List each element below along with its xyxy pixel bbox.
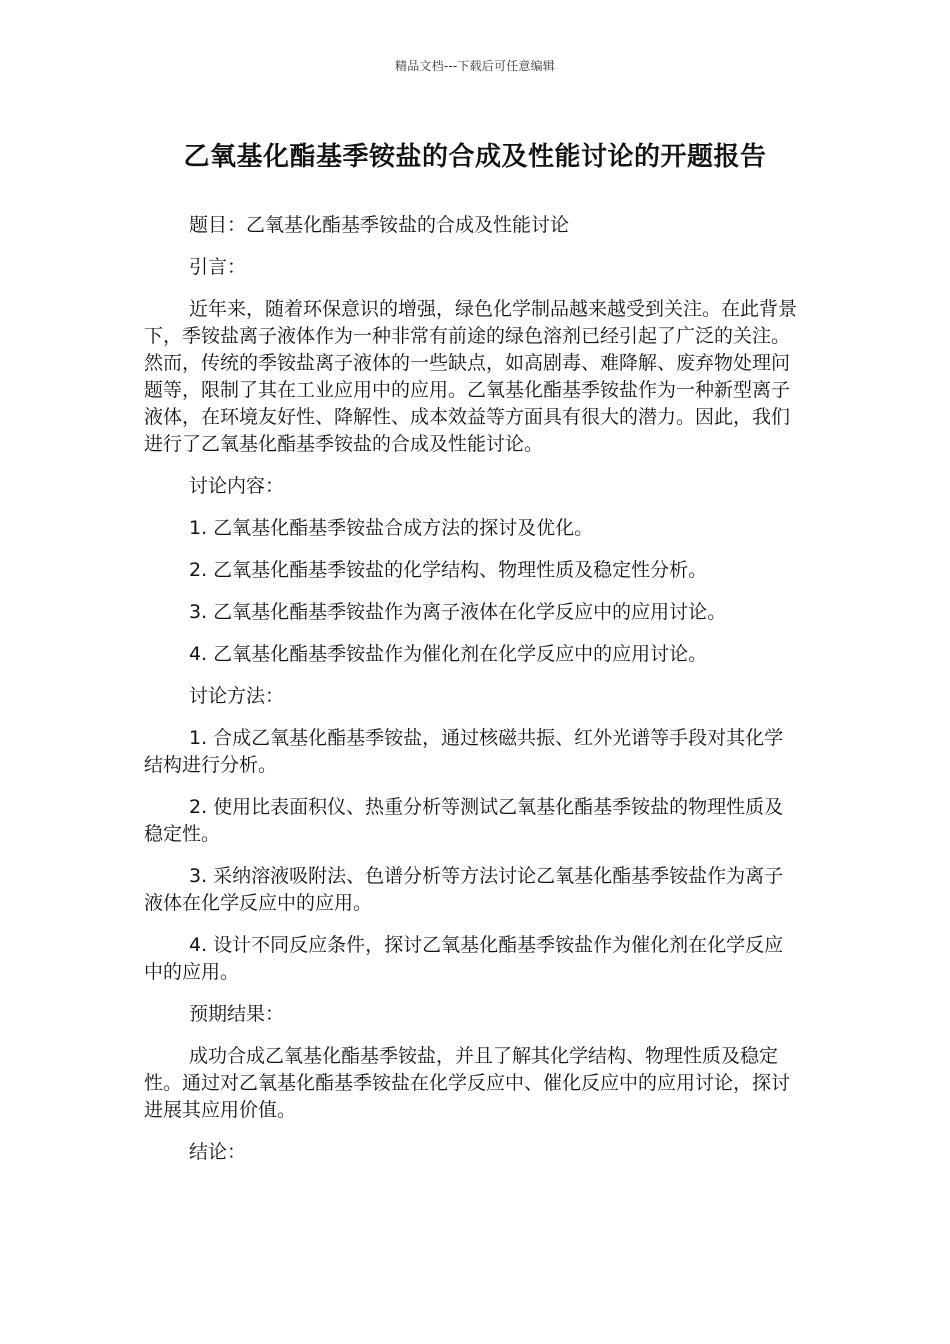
method-heading: 讨论方法： xyxy=(189,685,285,707)
content-item: 4. 乙氧基化酯基季铵盐作为催化剂在化学反应中的应用讨论。 xyxy=(189,643,708,665)
method-item: 2. 使用比表面积仪、热重分析等测试乙氧基化酯基季铵盐的物理性质及稳定性。 xyxy=(144,796,784,845)
method-item: 1. 合成乙氧基化酯基季铵盐，通过核磁共振、红外光谱等手段对其化学结构进行分析。 xyxy=(144,727,784,776)
expected-heading: 预期结果： xyxy=(189,1003,285,1025)
method-item: 4. 设计不同反应条件，探讨乙氧基化酯基季铵盐作为催化剂在化学反应中的应用。 xyxy=(144,934,784,983)
content-item: 3. 乙氧基化酯基季铵盐作为离子液体在化学反应中的应用讨论。 xyxy=(189,601,727,623)
content-item: 2. 乙氧基化酯基季铵盐的化学结构、物理性质及稳定性分析。 xyxy=(189,559,708,581)
document-title: 乙氧基化酯基季铵盐的合成及性能讨论的开题报告 xyxy=(183,142,767,172)
intro-heading: 引言： xyxy=(189,256,247,278)
intro-paragraph: 近年来，随着环保意识的增强，绿色化学制品越来越受到关注。在此背景下，季铵盐离子液体作为一种非常有前途的绿色溶剂已经引起了广泛的关注。然而，传统的季铵盐离子液体的一些缺点，如高剧毒、难降解、废弃物处理问题等，限制了其在工业应用中的应用。乙氧基化酯基季铵盐作为一种新型离子液体，在环境友好性、降解性、成本效益等方面具有很大的潜力。因此，我们进行了乙氧基化酯基季铵盐的合成及性能讨论。 xyxy=(144,298,798,455)
document-body xyxy=(144,212,800,1181)
conclusion-heading: 结论： xyxy=(189,1141,247,1163)
content-heading: 讨论内容： xyxy=(189,475,285,497)
topic-line: 题目：乙氧基化酯基季铵盐的合成及性能讨论 xyxy=(189,214,570,236)
method-item: 3. 采纳溶液吸附法、色谱分析等方法讨论乙氧基化酯基季铵盐作为离子液体在化学反应中的应用。 xyxy=(144,865,784,914)
content-item: 1. 乙氧基化酯基季铵盐合成方法的探讨及优化。 xyxy=(189,517,594,539)
header-note: 精品文档---下载后可任意编辑 xyxy=(395,59,555,73)
expected-paragraph: 成功合成乙氧基化酯基季铵盐，并且了解其化学结构、物理性质及稳定性。通过对乙氧基化酯基季铵盐在化学反应中、催化反应中的应用讨论，探讨进展其应用价值。 xyxy=(144,1045,791,1121)
